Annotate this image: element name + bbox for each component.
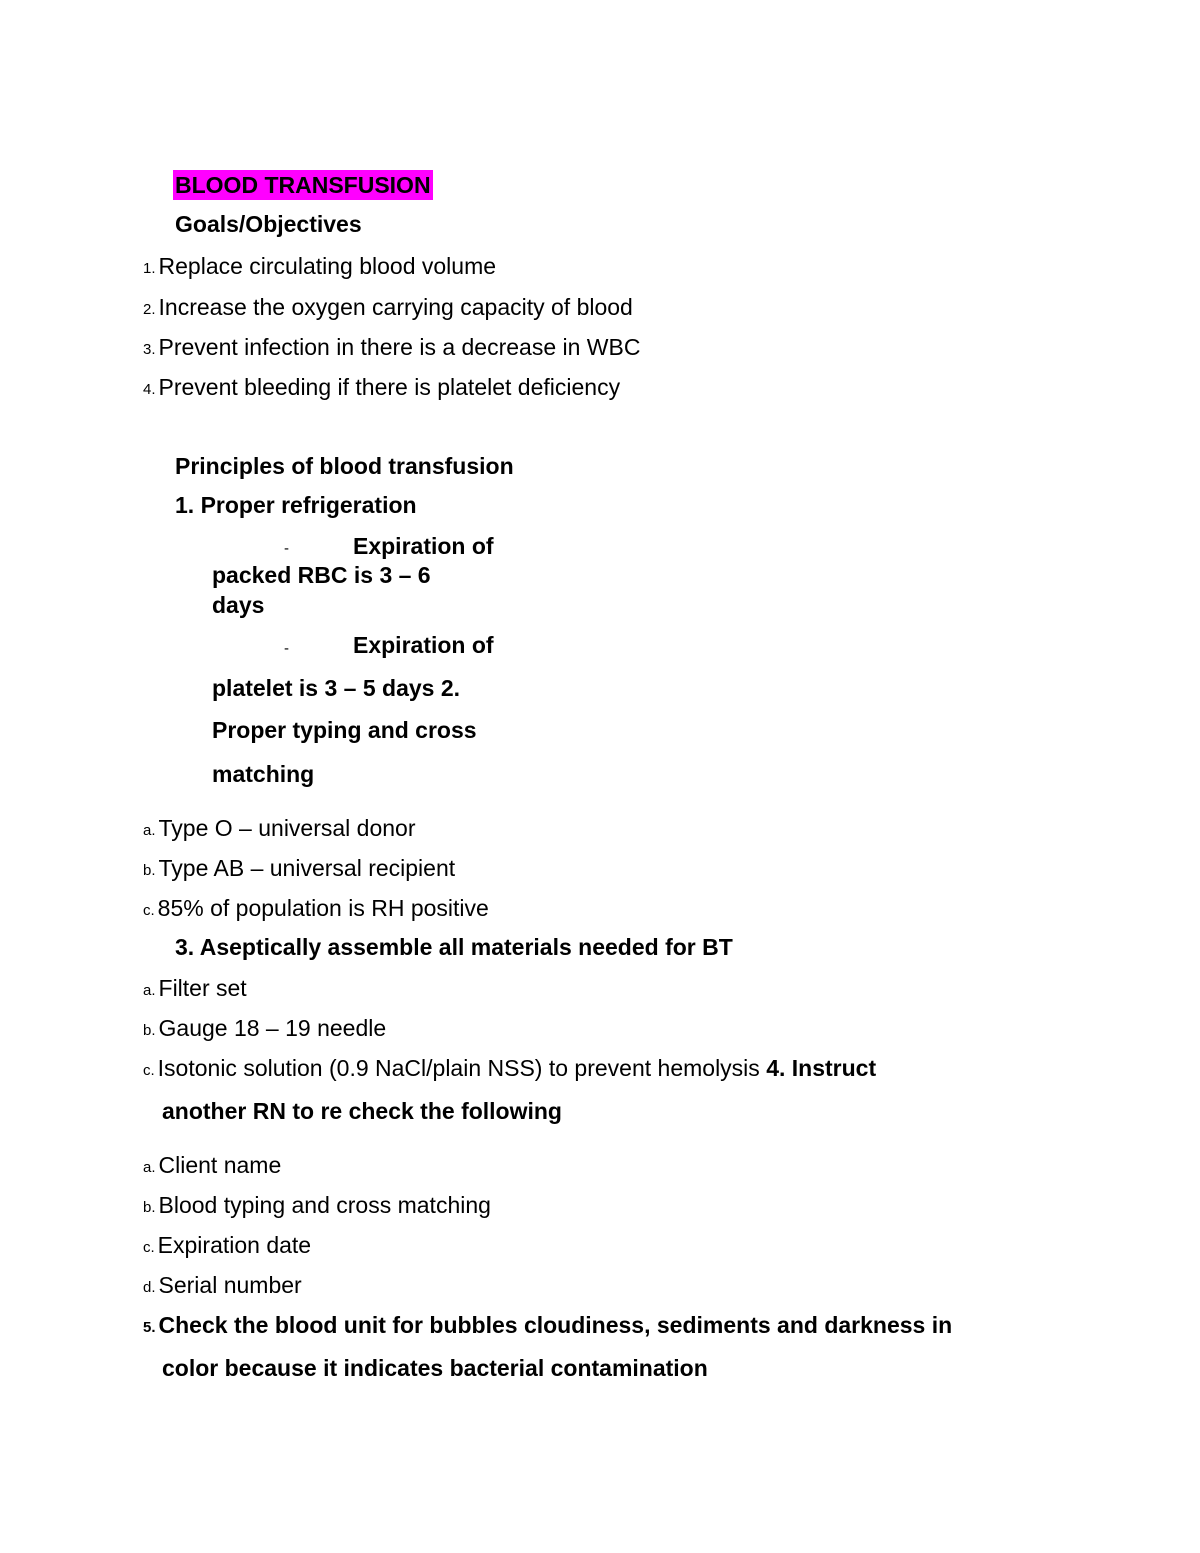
list-marker: 4. — [143, 381, 156, 398]
dash-bullet: - — [284, 540, 289, 557]
principle-5 — [143, 1310, 952, 1343]
principles-heading: Principles of blood transfusion — [175, 453, 514, 479]
expiration-rbc-line1: Expiration of — [353, 533, 494, 559]
list-item — [143, 1190, 491, 1223]
expiration-platelet-line2: platelet is 3 – 5 days 2. — [212, 675, 461, 701]
principle-4-heading: 4. Instruct — [766, 1055, 877, 1081]
principle-5-text-cont: color because it indicates bacterial contamination — [162, 1355, 708, 1381]
list-marker: 2. — [143, 301, 156, 318]
list-marker: c. — [143, 1062, 155, 1079]
list-item-text: Type AB – universal recipient — [158, 855, 456, 881]
principle-4-heading-cont: another RN to re check the following — [162, 1098, 562, 1124]
list-item-text: Expiration date — [157, 1232, 312, 1258]
list-item — [143, 251, 496, 284]
list-marker: 1. — [143, 260, 156, 277]
list-item — [143, 372, 620, 405]
list-marker: a. — [143, 982, 156, 999]
list-marker: b. — [143, 1199, 156, 1216]
list-marker: 3. — [143, 341, 156, 358]
list-item-text: Isotonic solution (0.9 NaCl/plain NSS) to prevent hemolysis — [157, 1055, 760, 1081]
list-item — [143, 1053, 876, 1086]
list-item-text: Replace circulating blood volume — [158, 253, 497, 279]
list-item-text: Client name — [158, 1152, 282, 1178]
principle-2-heading-cont: matching — [212, 761, 315, 787]
list-marker: c. — [143, 902, 155, 919]
list-item — [143, 893, 489, 926]
list-item — [143, 813, 416, 846]
list-item-text: Gauge 18 – 19 needle — [158, 1015, 387, 1041]
expiration-rbc-line2: packed RBC is 3 – 6 — [212, 562, 431, 588]
list-item — [143, 1150, 281, 1183]
list-item — [143, 1270, 302, 1303]
list-item — [143, 292, 633, 325]
list-item-text: Type O – universal donor — [158, 815, 416, 841]
list-item — [143, 332, 640, 365]
list-item-text: Serial number — [158, 1272, 302, 1298]
list-item-text: Increase the oxygen carrying capacity of blood — [158, 294, 633, 320]
list-item — [143, 1230, 311, 1263]
list-item-text: 85% of population is RH positive — [157, 895, 489, 921]
list-marker: b. — [143, 1022, 156, 1039]
list-item — [143, 973, 247, 1006]
list-item-text: Prevent bleeding if there is platelet deficiency — [158, 374, 621, 400]
principle-1-heading: 1. Proper refrigeration — [175, 492, 417, 518]
principle-3-heading: 3. Aseptically assemble all materials needed for BT — [175, 934, 733, 960]
principle-2-heading: Proper typing and cross — [212, 717, 477, 743]
list-marker: b. — [143, 862, 156, 879]
list-marker: d. — [143, 1279, 156, 1296]
principle-5-text: Check the blood unit for bubbles cloudiness, sediments and darkness in — [158, 1312, 953, 1338]
document-title: BLOOD TRANSFUSION — [175, 172, 431, 198]
list-marker: 5. — [143, 1319, 156, 1336]
list-item-text: Prevent infection in there is a decrease in WBC — [158, 334, 641, 360]
expiration-platelet-line1: Expiration of — [353, 632, 494, 658]
list-marker: c. — [143, 1239, 155, 1256]
list-item-text: Blood typing and cross matching — [158, 1192, 491, 1218]
list-marker: a. — [143, 1159, 156, 1176]
list-item — [143, 1013, 386, 1046]
dash-bullet: - — [284, 640, 289, 657]
list-item-text: Filter set — [158, 975, 247, 1001]
expiration-rbc-line3: days — [212, 592, 265, 618]
list-item — [143, 853, 455, 886]
list-marker: a. — [143, 822, 156, 839]
goals-heading: Goals/Objectives — [175, 211, 362, 237]
